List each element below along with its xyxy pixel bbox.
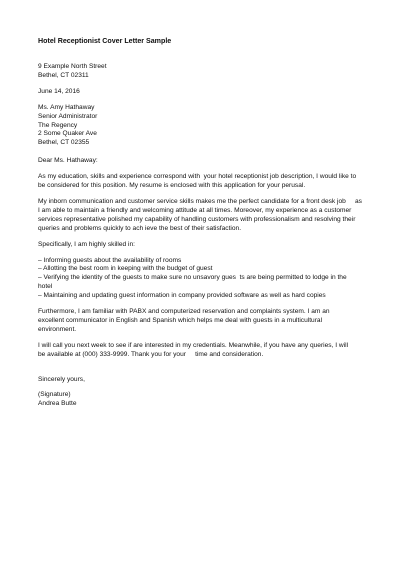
- recipient-company: The Regency: [38, 121, 78, 129]
- list-item: – Allotting the best room in keeping with the budget of guest: [38, 265, 213, 273]
- closing-block: [38, 376, 368, 385]
- paragraph-line: I am able to maintain a friendly and welcoming attitude at all times. Moreover, my experience as a customer: [38, 206, 352, 214]
- recipient-street: 2 Some Quaker Ave: [38, 130, 97, 138]
- skills-intro-block: [38, 241, 368, 250]
- paragraph-line: environment.: [38, 325, 77, 333]
- paragraph-line: Furthermore, I am familiar with PABX and computerized reservation and complaints system. I am an: [38, 308, 330, 316]
- signature-block: [38, 391, 368, 409]
- sender-address: [38, 63, 368, 81]
- recipient-city: Bethel, CT 02355: [38, 139, 90, 147]
- paragraph-skills-summary: [38, 198, 368, 234]
- paragraph-intro: [38, 173, 368, 191]
- letter-date: June 14, 2016: [38, 87, 80, 95]
- sender-street: 9 Example North Street: [38, 63, 107, 70]
- paragraph-familiarity: [38, 308, 368, 335]
- letter-page: [38, 37, 368, 409]
- list-item: hotel: [38, 283, 53, 291]
- paragraph-line: be available at (000) 333-9999. Thank you for your time and consideration.: [38, 350, 264, 358]
- paragraph-line: As my education, skills and experience correspond with your hotel receptionist job description, I would like to: [38, 173, 357, 181]
- list-item: – Maintaining and updating guest information in company provided software as well as hard copies: [38, 292, 326, 300]
- list-item: – Verifying the identity of the guests to make sure no unsavory gues ts are being permitted to lodge in the: [38, 274, 347, 282]
- list-item: – Informing guests about the availability of rooms: [38, 256, 182, 264]
- signer-name: Andrea Butte: [38, 400, 77, 408]
- paragraph-line: excellent communicator in English and Spanish which helps me deal with guests in a multicultural: [38, 316, 323, 324]
- skills-intro: Specifically, I am highly skilled in:: [38, 240, 135, 248]
- paragraph-line: I will call you next week to see if are interested in my credentials. Meanwhile, if you have any queries, I will: [38, 341, 349, 349]
- paragraph-line: be considered for this position. My resume is enclosed with this application for your perusal.: [38, 182, 306, 190]
- recipient-address: [38, 104, 368, 149]
- letter-date-block: [38, 88, 368, 97]
- salutation: Dear Ms. Hathaway:: [38, 157, 98, 165]
- signature: (Signature): [38, 391, 71, 399]
- skills-list: [38, 257, 368, 302]
- paragraph-line: services representative polished my capability of handling customers with professionalism and resolving their: [38, 215, 356, 223]
- recipient-position: Senior Administrator: [38, 112, 98, 120]
- closing: Sincerely yours,: [38, 375, 85, 383]
- paragraph-closing-remarks: [38, 342, 368, 360]
- paragraph-line: My inborn communication and customer service skills makes me the perfect candidate for a front desk job as: [38, 197, 362, 205]
- recipient-name: Ms. Amy Hathaway: [38, 103, 95, 111]
- sender-city: Bethel, CT 02311: [38, 71, 89, 79]
- document-title: Hotel Receptionist Cover Letter Sample: [38, 37, 172, 45]
- paragraph-line: queries and problems quickly to ach ieve the best of their satisfaction.: [38, 224, 242, 232]
- salutation-block: [38, 157, 368, 166]
